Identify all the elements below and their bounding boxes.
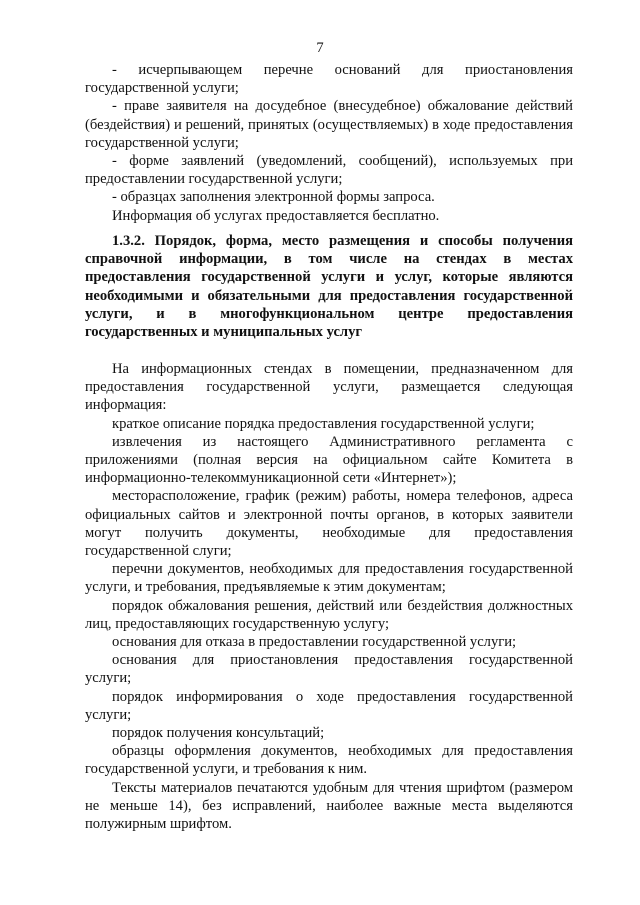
paragraph: порядок обжалования решения, действий или бездействия должностных лиц, предоставляющих государственную услугу; — [85, 597, 573, 632]
paragraph: - исчерпывающем перечне оснований для приостановления государственной услуги; — [85, 62, 573, 97]
paragraph: перечни документов, необходимых для предоставления государственной услуги, и требования, предъявляемые к этим документам; — [85, 561, 573, 596]
paragraph: - форме заявлений (уведомлений, сообщений), используемых при предоставлении государственной услуги; — [85, 153, 573, 188]
paragraph: - образцах заполнения электронной формы запроса. — [112, 189, 435, 206]
paragraph: основания для приостановления предоставления государственной услуги; — [85, 652, 573, 687]
paragraph: извлечения из настоящего Административного регламента с приложениями (полная версия на официальном сайте Комитета в информационно-телекоммуникационной сети «Интернет»); — [85, 433, 573, 487]
page-number: 7 — [316, 40, 324, 56]
heading-text: 1.3.2. Порядок, форма, место размещения и способы получения справочной информации, в том числе на стендах в местах предоставления государственной услуги и услуг, которые являются необходимыми и обязательными для предоставления государственной услуги, и в многофункциональном центре предоставления государственных и муниципальных услуг — [85, 233, 573, 341]
paragraph: Тексты материалов печатаются удобным для чтения шрифтом (размером не меньше 14), без исправлений, наиболее важные места выделяются полужирным шрифтом. — [85, 779, 573, 833]
stand-info-section — [85, 360, 573, 833]
paragraph: основания для отказа в предоставлении государственной услуги; — [112, 634, 517, 651]
paragraph: краткое описание порядка предоставления государственной услуги; — [112, 415, 535, 432]
paragraph: На информационных стендах в помещении, предназначенном для предоставления государственной услуги, размещается следующая информация: — [85, 361, 573, 414]
list-section — [85, 61, 573, 225]
paragraph: образцы оформления документов, необходимых для предоставления государственной услуги, и требования к ним. — [85, 743, 573, 778]
paragraph: Информация об услугах предоставляется бесплатно. — [112, 207, 440, 224]
paragraph: порядок получения консультаций; — [112, 725, 325, 742]
paragraph: порядок информирования о ходе предоставления государственной услуги; — [85, 688, 573, 723]
paragraph: - праве заявителя на досудебное (внесудебное) обжалование действий (бездействия) и решений, принятых (осуществляемых) в ходе предоставления государственной услуги; — [85, 98, 573, 151]
paragraph: месторасположение, график (режим) работы, номера телефонов, адреса официальных сайтов и электронной почты органов, в которых заявители могут получить документы, необходимые для предоставления государственной слуги; — [85, 488, 573, 560]
section-heading — [85, 232, 573, 341]
